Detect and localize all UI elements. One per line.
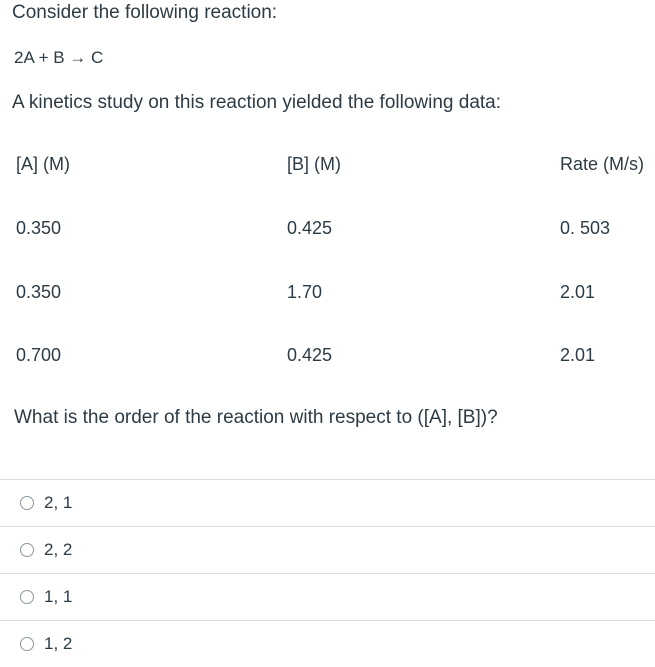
answer-label: 1, 2 bbox=[44, 634, 73, 653]
answer-option[interactable] bbox=[0, 479, 655, 526]
table-cell-b: 0.425 bbox=[287, 345, 333, 365]
answer-option[interactable] bbox=[0, 573, 655, 620]
table-cell-b: 1.70 bbox=[287, 282, 323, 302]
table-header-b: [B] (M) bbox=[287, 154, 341, 174]
answer-label: 2, 2 bbox=[44, 540, 73, 559]
table-cell-a: 0.350 bbox=[16, 218, 62, 238]
question-intro: Consider the following reaction: bbox=[12, 2, 278, 23]
radio-button-icon[interactable] bbox=[20, 496, 34, 510]
table-header-a: [A] (M) bbox=[16, 154, 70, 174]
answer-label: 1, 1 bbox=[44, 587, 73, 606]
question-prompt: What is the order of the reaction with respect to ([A], [B])? bbox=[14, 407, 498, 428]
table-cell-a: 0.700 bbox=[16, 345, 62, 365]
answer-label: 2, 1 bbox=[44, 493, 73, 512]
answer-option[interactable] bbox=[0, 526, 655, 573]
answer-list bbox=[0, 479, 655, 667]
table-cell-a: 0.350 bbox=[16, 282, 62, 302]
answer-option[interactable] bbox=[0, 620, 655, 667]
data-intro: A kinetics study on this reaction yielded the following data: bbox=[12, 92, 502, 113]
table-header-rate: Rate (M/s) bbox=[560, 154, 645, 174]
table-cell-b: 0.425 bbox=[287, 218, 333, 238]
table-cell-rate: 0. 503 bbox=[560, 218, 611, 238]
radio-button-icon[interactable] bbox=[20, 543, 34, 557]
table-cell-rate: 2.01 bbox=[560, 345, 596, 365]
table-cell-rate: 2.01 bbox=[560, 282, 596, 302]
reaction-equation: 2A + B → C bbox=[14, 48, 104, 67]
radio-button-icon[interactable] bbox=[20, 590, 34, 604]
radio-button-icon[interactable] bbox=[20, 637, 34, 651]
